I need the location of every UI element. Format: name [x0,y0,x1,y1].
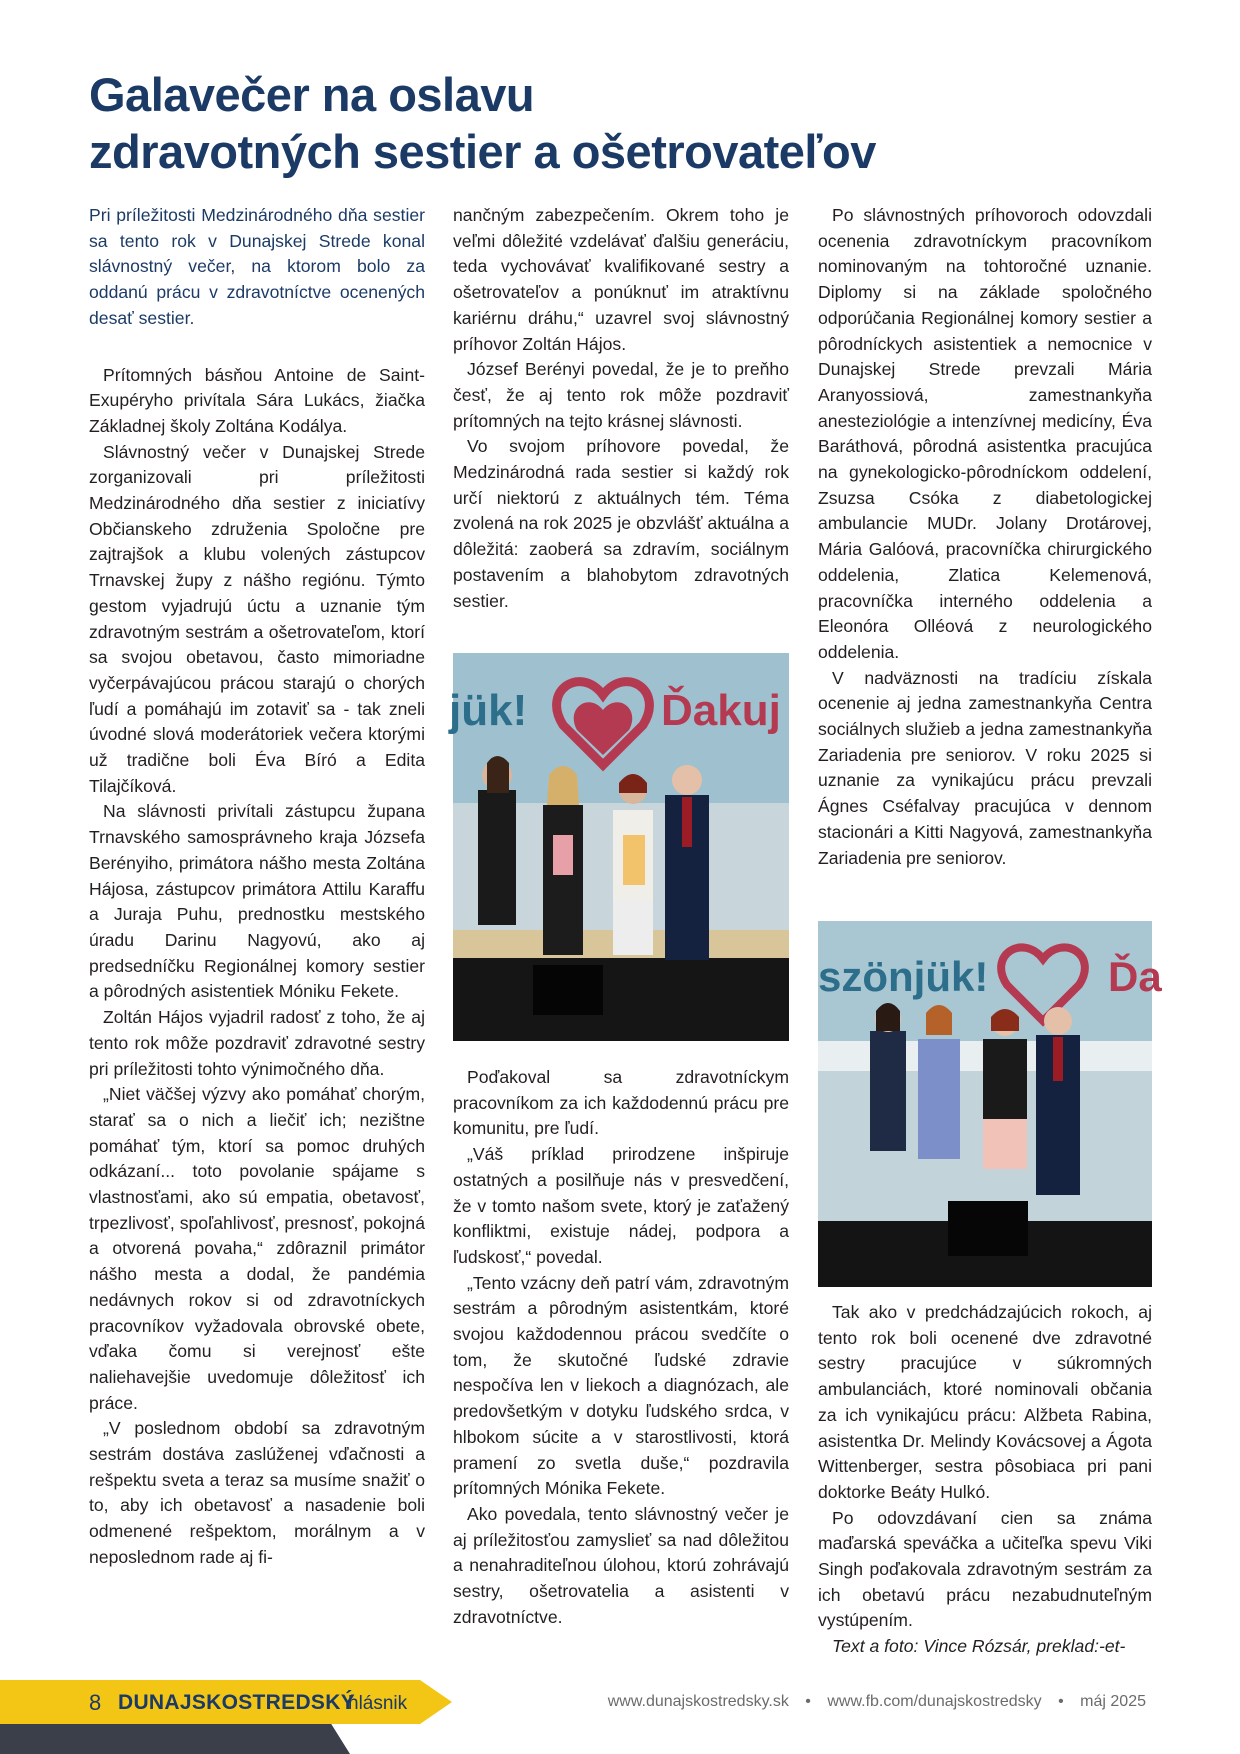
publication-logo: DUNAJSKOSTREDSKÝ [118,1691,355,1714]
paragraph: „Niet väčšej výzvy ako pomáhať chorým, starať sa o nich a liečiť ich; nezištne pomáhať tým, ktorí sa pomoc druhých odkázaní... toto povolanie spájame s vlastnosťami, ako sú empatia, obetavosť, trpezlivosť, spoľahlivosť, presnosť, pokojná a otvorená povaha,“ zdôraznil primátor nášho mesta a dodal, že pandémia nedávnych rokov si od zdravotníckych pracovníkov vyžadovala obrovské obete, vďaka čomu si verejnosť ešte naliehavejšie uvedomuje dôležitosť ich práce. [89,1084,425,1413]
paragraph: Tak ako v predchádzajúcich rokoch, aj tento rok boli ocenené dve zdravotné sestry pracujúce v súkromných ambulanciách, ktoré nominovali občania za ich vynikajúcu prácu: Alžbeta Rabina, asistentka Dr. Melindy Kovácsovej a Ágota Wittenberger, sestra pôsobiaca pri pani doktorke Beáty Hulkó. [818,1302,1152,1502]
ceremony-photo-2 [818,921,1162,1287]
ceremony-photo-1 [449,635,789,1041]
paragraph: Po odovzdávaní cien sa známa maďarská speváčka a učiteľka spevu Viki Singh poďakovala zdravotným sestrám za ich obetavú prácu nezabudnuteľným vystúpením. [818,1507,1152,1631]
photo-sign-right: Ďakuj [661,686,781,735]
paragraph: Po slávnostných príhovoroch odovzdali ocenenia zdravotníckym pracovníkom nominovaným na tohtoročné uznanie. Diplomy si na základe spoločného odporúčania Regionálnej komory sestier a pôrodníckych asistentiek a nemocnice v Dunajskej Strede prevzali Mária Aranyossiová, zamestnankyňa anesteziológie a intenzívnej medicíny, Éva Baráthová, pôrodná asistentka pracujúca na gynekologicko-pôrodníckom oddelení, Zsuzsa Csóka z diabetologickej ambulancie MUDr. Jolany Drotárovej, Mária Galóová, pracovníčka chirurgického oddelenia, Zlatica Kelemenová, pracovníčka interného oddelenia a Eleonóra Olléová z neurologického oddelenia. [818,205,1152,662]
paragraph: Ako povedala, tento slávnostný večer je aj príležitosťou zamyslieť sa nad dôležitou a nenahraditeľnou úlohou, ktorú zohrávajú sestry, ošetrovatelia a asistenti v zdravotníctve. [453,1503,789,1627]
column-1 [89,203,425,1571]
paragraph: Prítomných básňou Antoine de Saint-Exupéryho privítala Sára Lukács, žiačka Základnej školy Zoltána Kodálya. [89,364,425,436]
article-title [89,66,1149,180]
page-number: 8 [89,1690,102,1715]
article-title-line-2: zdravotných sestier a ošetrovateľov [89,125,876,178]
article-title-line-1: Galavečer na oslavu [89,68,535,121]
photo-sign-left: jük! [449,686,528,735]
website-link[interactable]: www.dunajskostredsky.sk [607,1693,789,1710]
separator: • [805,1693,811,1710]
footer-links [602,1693,1152,1711]
paragraph: József Berényi povedal, že je to preňho česť, že aj tento rok môže pozdraviť prítomných na tejto krásnej slávnosti. [453,359,789,431]
paragraph: Vo svojom príhovore povedal, že Medzinárodná rada sestier si každý rok určí niektorú z aktuálnych tém. Téma zvolená na rok 2025 je obzvlášť aktuálna a dôležitá: zaoberá sa zdravím, sociálnym postavením a blahobytom zdravotných sestier. [453,436,789,611]
column-2-top [453,203,789,614]
facebook-link[interactable]: www.fb.com/dunajskostredsky [827,1693,1042,1710]
column-3-bottom [818,1300,1152,1660]
paragraph: Zoltán Hájos vyjadril radosť z toho, že aj tento rok môže pozdraviť zdravotné sestry pri príležitosti tohto výnimočného dňa. [89,1007,425,1079]
paragraph: V nadväznosti na tradíciu získala ocenenie aj jedna zamestnankyňa Centra sociálnych služieb a jedna zamestnankyňa Zariadenia pre seniorov. V roku 2025 si uznanie za vynikajúcu prácu prevzali Ágnes Cséfalvay pracujúca v dennom stacionári a Kitti Nagyová, zamestnankyňa Zariadenia pre seniorov. [818,667,1152,868]
paragraph: „Tento vzácny deň patrí vám, zdravotným sestrám a pôrodným asistentkám, ktoré svojou každodennou prácou svedčíte o tom, že skutočné ľudské zdravie nespočíva len v liekoch a diagnózach, ale predovšetkým v dotyku ľudského srdca, v hlbokom súcite a v starostlivosti, ktorá pramení zo svetla duše,“ pozdravila prítomných Mónika Fekete. [453,1272,789,1499]
photo-sign-left: szönjük! [818,953,989,1000]
column-2-bottom [453,1065,789,1630]
photo-sign-right: Ďa [1108,953,1162,1000]
paragraph: Poďakoval sa zdravotníckym pracovníkom za ich každodennú prácu pre komunitu, pre ľudí. [453,1067,789,1139]
paragraph: „V poslednom období sa zdravotným sestrám dostáva zaslúženej vďačnosti a rešpektu sveta a teraz sa musíme snažiť o to, aby ich obetavosť a nasadenie boli odmenené rešpektom, morálnym a v neposlednom rade aj fi- [89,1418,425,1567]
paragraph: „Váš príklad prirodzene inšpiruje ostatných a posilňuje nás v presvedčení, že v tomto našom svete, ktorý je zaťažený konfliktmi, existuje nádej, podpora a ľudskosť,“ povedal. [453,1144,789,1267]
column-3-top [818,203,1152,871]
separator: • [1058,1693,1064,1710]
lead-paragraph: Pri príležitosti Medzinárodného dňa sestier sa tento rok v Dunajskej Strede konal slávnostný večer, na ktorom bolo za oddanú prácu v zdravotníctve ocenených desať sestier. [89,205,425,328]
paragraph: Na slávnosti privítali zástupcu župana Trnavského samosprávneho kraja Józsefa Berényiho, primátora nášho mesta Zoltána Hájosa, zástupcov primátora Attilu Karaffu a Juraja Puhu, prednostku mestského úradu Darinu Nagyovú, ako aj predsedníčku Regionálnej komory sestier a pôrodných asistentiek Móniku Fekete. [89,801,425,1002]
paragraph: nančným zabezpečením. Okrem toho je veľmi dôležité vzdelávať ďalšiu generáciu, teda vychovávať kvalifikované sestry a ošetrovateľov a ponúknuť im atraktívnu kariérnu dráhu,“ uzavrel svoj slávnostný príhovor Zoltán Hájos. [453,205,789,354]
photo-credit: Text a foto: Vince Rózsár, preklad:-et- [832,1636,1126,1657]
issue-date: máj 2025 [1080,1693,1146,1710]
publication-logo-subtitle: hlásnik [348,1693,408,1714]
paragraph: Slávnostný večer v Dunajskej Strede zorganizovali pri príležitosti Medzinárodného dňa sestier z iniciatívy Občianskeho združenia Spoločne pre zajtrajšok a klubu volených zástupcov Trnavskej župy z nášho regiónu. Týmto gestom vyjadrujú úctu a uznanie tým zdravotným sestrám a ošetrovateľom, ktorí sa svojou obetavou, často mimoriadne vyčerpávajúcou prácou starajú o chorých ľudí a pomáhajú im zotaviť sa - tak zneli úvodné slová moderátoriek večera ktorými už tradične boli Éva Bíró a Edita Tilajčíková. [89,441,425,796]
